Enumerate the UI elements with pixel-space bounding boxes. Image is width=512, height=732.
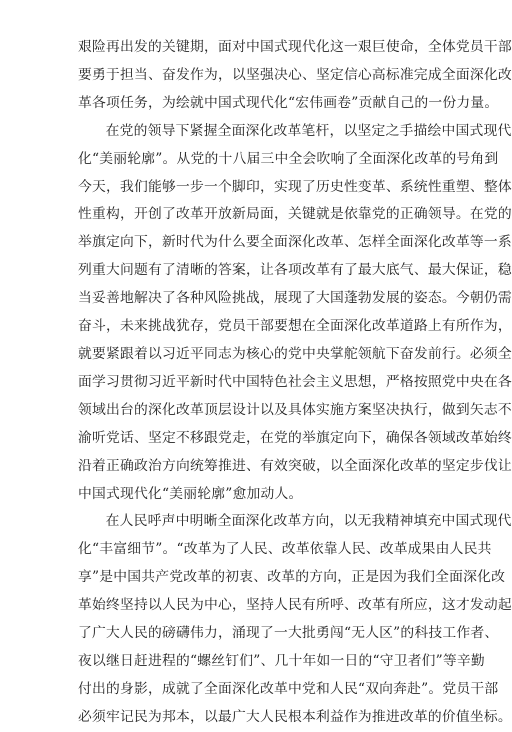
- paragraph-3: [78, 508, 512, 731]
- text-line: 中国式现代化“美丽轮廓”愈加动人。: [78, 485, 303, 502]
- text-line: 沿着正确政治方向统筹推进、有效突破，以全面深化改革的坚定步伐让: [78, 457, 512, 474]
- text-line: 化“丰富细节”。“改革为了人民、改革依靠人民、改革成果由人民共: [78, 541, 492, 558]
- text-line: 化“美丽轮廓”。从党的十八届三中全会吹响了全面深化改革的号角到: [78, 150, 499, 167]
- text-line: 今天，我们能够一步一个脚印，实现了历史性变革、系统性重塑、整体: [78, 178, 512, 195]
- text-line: 享”是中国共产党改革的初衷、改革的方向，正是因为我们全面深化改: [78, 569, 506, 586]
- text-line: 渝听党话、坚定不移跟党走，在党的举旗定向下，确保各领域改革始终: [78, 429, 512, 446]
- text-line: 列重大问题有了清晰的答案，让各项改革有了最大底气、最大保证，稳: [78, 262, 512, 279]
- paragraph-1: [78, 34, 512, 118]
- text-line: 面学习贯彻习近平新时代中国特色社会主义思想，严格按照党中央在各: [78, 373, 512, 390]
- text-line: 奋斗，未来挑战犹存，党员干部要想在全面深化改革道路上有所作为，: [78, 318, 512, 335]
- text-line: 就要紧跟着以习近平同志为核心的党中央掌舵领航下奋发前行。必须全: [78, 345, 512, 362]
- text-line: 付出的身影，成就了全面深化改革中党和人民“双向奔赴”。党员干部: [78, 680, 499, 697]
- paragraph-2: [78, 118, 512, 509]
- text-line: 在人民呼声中明晰全面深化改革方向，以无我精神填充中国式现代: [105, 513, 512, 530]
- text-line: 要勇于担当、奋发作为，以坚强决心、坚定信心高标准完成全面深化改: [78, 66, 512, 83]
- text-line: 夜以继日赶进程的“螺丝钉们”、几十年如一日的“守卫者们”等辛勤: [78, 652, 485, 669]
- text-line: 举旗定向下，新时代为什么要全面深化改革、怎样全面深化改革等一系: [78, 234, 512, 251]
- text-line: 了广大人民的磅礴伟力，涌现了一大批勇闯“无人区”的科技工作者、: [78, 625, 499, 642]
- text-line: 必须牢记民为邦本，以最广大人民根本利益作为推进改革的价值坐标。: [78, 708, 512, 725]
- text-line: 当妥善地解决了各种风险挑战，展现了大国蓬勃发展的姿态。今朝仍需: [78, 290, 512, 307]
- text-line: 革始终坚持以人民为中心，坚持人民有所呼、改革有所应，这才发动起: [78, 597, 512, 614]
- text-line: 性重构，开创了改革开放新局面，关键就是依靠党的正确领导。在党的: [78, 206, 512, 223]
- text-line: 革各项任务，为绘就中国式现代化“宏伟画卷”贡献自己的一份力量。: [78, 94, 499, 111]
- document-page: [78, 34, 512, 732]
- text-line: 领域出台的深化改革顶层设计以及具体实施方案坚决执行，做到矢志不: [78, 401, 512, 418]
- text-line: 艰险再出发的关键期，面对中国式现代化这一艰巨使命，全体党员干部: [78, 39, 512, 55]
- text-line: 在党的领导下紧握全面深化改革笔杆，以坚定之手描绘中国式现代: [105, 122, 512, 139]
